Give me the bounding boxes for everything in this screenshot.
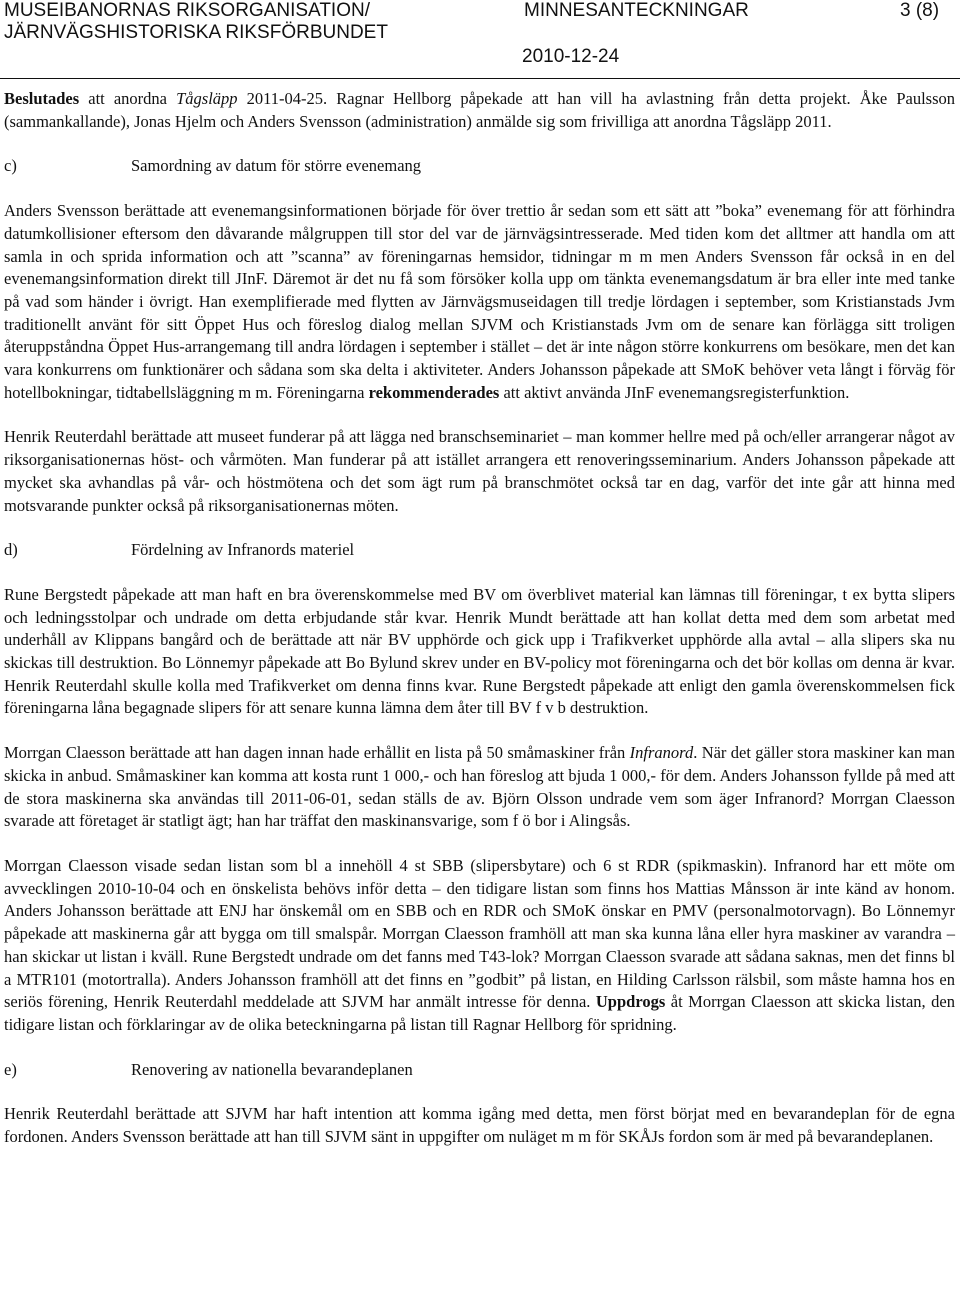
- page-number: 3 (8): [900, 0, 940, 21]
- paragraph-preservation-plan: Henrik Reuterdahl berättade att SJVM har haft intention att komma igång med detta, men först börjat med en bevarandeplan för de egna fordonen. Anders Svensson berättade att han till SJVM sänt in uppgifter om nuläget m m för SKÅJs fordon som är med på bevarandeplanen.: [4, 1104, 955, 1147]
- org-name-line-2: JÄRNVÄGSHISTORISKA RIKSFÖRBUNDET: [4, 22, 388, 43]
- paragraph-seminar: Henrik Reuterdahl berättade att museet funderar på att lägga ned branschseminariet – man kommer hellre med på och/eller arrangerar något av riksorganisationernas höst- och vårmöten. Man funderar på att istället arrangera ett renoveringsseminarium. Anders Johansson påpekade att mycket ska avhandlas på vår- och höstmötena och det som ägt rum på branschmötet också tar en dag, varför det inte går att hinna med motsvarande punkter också på riksorganisationernas möten.: [4, 427, 955, 515]
- section-heading-e: [4, 1059, 955, 1082]
- section-letter: e): [4, 1059, 17, 1079]
- paragraph-machines: Morrgan Claesson berättade att han dagen innan hade erhållit en lista på 50 småmaskiner från Infranord. När det gäller stora maskiner kan man skicka in anbud. Småmaskiner kan komma att kosta runt 1 000,- och han föreslog att bjuda 1 000,- för dem. Anders Johansson fyllde på med att de stora maskinerna ska användas till 2011-06-01, sedan ställs de av. Björn Olsson undrade vem som äger Infranord? Morrgan Claesson svarade att företaget är statligt ägt; han har träffat den maskinansvarige, som f ö bor i Alingsås.: [4, 743, 955, 831]
- document-date: 2010-12-24: [522, 46, 620, 67]
- org-name-line-1: MUSEIBANORNAS RIKSORGANISATION/: [4, 0, 370, 21]
- section-title: Samordning av datum för större evenemang: [131, 156, 422, 176]
- decision-keyword: Uppdrogs: [595, 992, 666, 1012]
- paragraph-sleepers: Rune Bergstedt påpekade att man haft en bra överenskommelse med BV om överblivet material kan lämnas till föreningar, t ex bytta slipers och ledningsstolpar och undrade om detta erbjudande står kvar. Henrik Mundt berättade att han kollat detta med dem som arbetat med underhåll av Klippans bangård och de berättade att när BV upphörde och gick upp i Trafikverket upphörde alla avtal – alla slipers ska nu skickas till destruktion. Bo Lönnemyr påpekade att Bo Bylund skrev under en BV-policy mot föreningarna och det bör kollas om denna är kvar. Henrik Reuterdahl skulle kolla med Trafikverket om denna finns kvar. Rune Bergstedt påpekade att enligt den gamla överenskommelsen fick föreningarna låna begagnade slipers för att senare kunna lämna dem åter till BV f v b destruktion.: [4, 584, 955, 718]
- decision-keyword: Beslutades: [4, 89, 80, 108]
- header-divider: [0, 78, 960, 79]
- paragraph-machine-list: Morrgan Claesson visade sedan listan som bl a innehöll 4 st SBB (slipersbytare) och 6 st RDR (spikmaskin). Infranord har ett möte om avvecklingen 2010-10-04 och en önskelista behövs inför detta – den tidigare listan som finns hos Mattias Månsson är inte känd av honom. Anders Johansson berättade att ENJ har önskemål om en SBB och en RDR och SMoK önskar en PMV (personalmotorvagn). Bo Lönnemyr påpekade att maskinerna går att bygga om till smalspår. Morrgan Claesson framhöll att man ska kunna låna eller hyra maskiner av varandra – han skickar ut listan i kväll. Rune Bergstedt undrade om det fanns med T43-lok? Morrgan Claesson svarade att sådana saknas, men det finns bl a MTR101 (motortralla). Anders Johansson framhöll att det finns en ”godbit” på listan, en Hilding Carlsson rälsbil, som måste hamna hos en seriös förening, Henrik Reuterdahl meddelade att SJVM har anmält intresse för denna. Uppdrogs åt Morrgan Claesson att skicka listan, den tidigare listan och förklaringar av de olika beteckningarna på listan till Ragnar Hellborg för spridning.: [4, 855, 955, 1034]
- section-letter: c): [4, 156, 17, 176]
- section-letter: d): [4, 540, 18, 560]
- document-type: MINNESANTECKNINGAR: [524, 0, 749, 21]
- paragraph-event-dates: Anders Svensson berättade att evenemangsinformationen började för över trettio år sedan som ett sätt att ”boka” evenemang för att förhindra datumkollisioner eftersom den dåvarande målgruppen till stor del var de järnvägsintresserade. Med tiden kom det alltmer att handla om att samla in och sprida information och att ”scanna” av föreningarnas hemsidor, tidningar m m men Anders Svensson får också in en del evenemangsinformation direkt till JInF. Däremot är det nu få som försöker kolla upp om tänkta evenemangsdatum är bra eller inte med tanke på vad som händer i övrigt. Han exemplifierade med flytten av Järnvägsmuseidagen till tredje lördagen i september, som Kristianstads Jvm traditionellt använt för sitt Öppet Hus och föreslog dialog mellan SJVM och Kristianstads Jvm om de senare kan förlägga sitt troligen återuppståndna Öppet Hus-arrangemang till andra lördagen i september i stället – det är inte någon större konkurrens om besökare, men det kan vara konkurrens om funktionärer och sådana som ska delta i aktiviteter. Anders Johansson påpekade att SMoK behöver veta långt i förväg för hotellbokningar, tidtabellsläggning m m. Föreningarna rekommenderades att aktivt använda JInF evenemangsregisterfunktion.: [4, 201, 955, 402]
- event-name: Tågsläpp: [176, 89, 238, 108]
- section-title: Renovering av nationella bevarandeplanen: [131, 1059, 413, 1079]
- page-header: [0, 0, 960, 80]
- company-name: Infranord: [629, 743, 694, 763]
- paragraph-tagslapp: Beslutades att anordna Tågsläpp 2011-04-25. Ragnar Hellborg påpekade att han vill ha avlastning från detta projekt. Åke Paulsson (sammankallande), Jonas Hjelm och Anders Svensson (administration) anmälde sig som frivilliga att anordna Tågsläpp 2011.: [4, 89, 955, 131]
- decision-keyword: rekommenderades: [368, 382, 500, 402]
- document-body: [4, 88, 955, 1149]
- section-heading-d: [4, 539, 955, 562]
- section-title: Fördelning av Infranords materiel: [131, 540, 355, 560]
- section-heading-c: [4, 155, 955, 178]
